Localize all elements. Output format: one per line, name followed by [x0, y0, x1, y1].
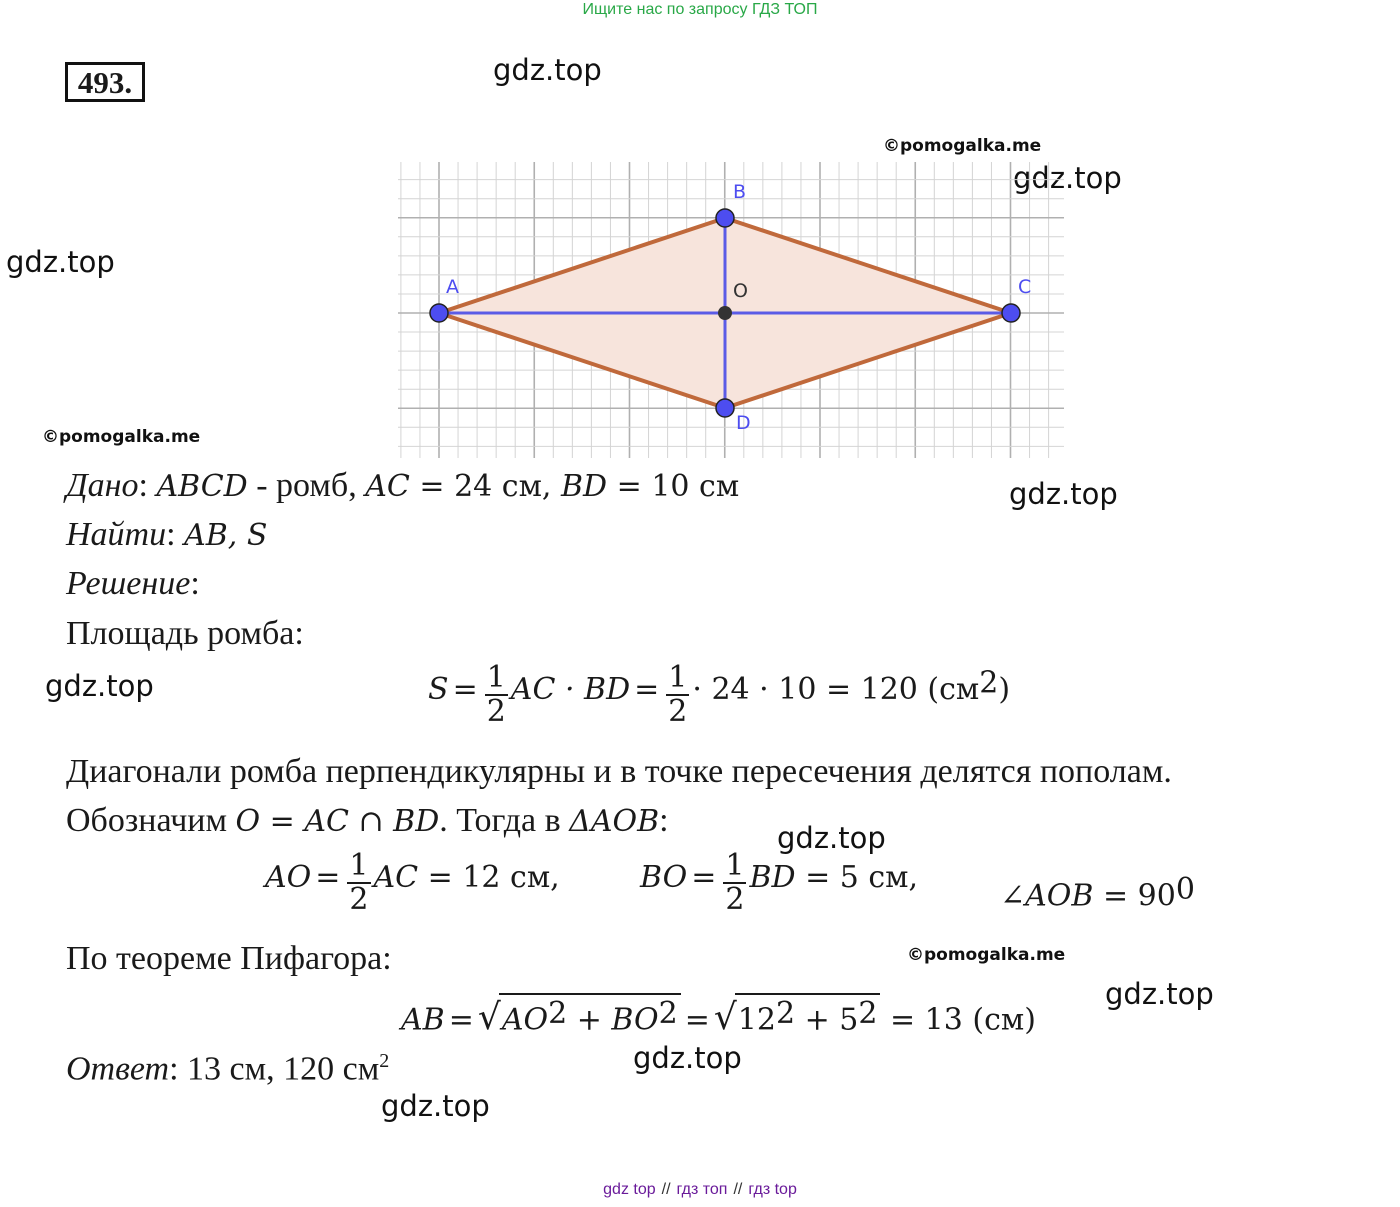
rhombus-figure	[396, 160, 1066, 460]
watermark: gdz.top	[777, 821, 886, 855]
problem-number: 493.	[65, 62, 145, 102]
point-b	[716, 209, 734, 227]
given-label: Дано	[66, 467, 139, 504]
given-line: Дано: ABCD - ромб, AC = 24 см, BD = 10 см	[66, 467, 740, 504]
pythagoras-heading: По теореме Пифагора:	[66, 940, 392, 977]
copyright: ©pomogalka.me	[907, 945, 1066, 965]
label-c: C	[1018, 276, 1032, 298]
watermark: gdz.top	[381, 1089, 490, 1123]
point-c	[1002, 304, 1020, 322]
footer-link[interactable]: гдз топ	[676, 1181, 728, 1198]
point-d	[716, 399, 734, 417]
area-formula: S = $\frac{1}{2}$ AC · BD = $\frac{1}{2}$ · 24 · 10 = 120 $(см^2)$	[428, 660, 1011, 730]
area-heading: Площадь ромба:	[66, 615, 304, 652]
footer-link[interactable]: гдз top	[748, 1181, 797, 1198]
angle-formula: ∠AOB = $90^0$	[1000, 872, 1195, 914]
watermark: gdz.top	[6, 245, 115, 279]
label-a: A	[446, 276, 459, 298]
footer-links: gdz top // гдз топ // гдз top	[603, 1181, 797, 1198]
copyright: ©pomogalka.me	[883, 136, 1042, 156]
diagonals-text: Диагонали ромба перпендикулярны и в точке пересечения делятся пополам.	[66, 753, 1172, 790]
ao-formula: AO = $\frac{1}{2}$ AC = 12 см,	[265, 848, 560, 918]
bo-formula: BO = $\frac{1}{2}$ BD = 5 см,	[640, 848, 919, 918]
copyright: ©pomogalka.me	[42, 427, 201, 447]
watermark: gdz.top	[45, 669, 154, 703]
find-line: Найти: AB, S	[66, 516, 268, 553]
label-b: B	[733, 181, 747, 203]
watermark: gdz.top	[493, 53, 602, 87]
ab-formula: AB = $√AO^2 + BO^2 = √12^2 + 5^2 = 13$ (см)	[401, 993, 1036, 1039]
label-o: O	[733, 280, 748, 302]
watermark: gdz.top	[1009, 477, 1118, 511]
watermark: gdz.top	[1013, 161, 1122, 195]
point-a	[430, 304, 448, 322]
answer-line: Ответ: 13 см, 120 $см^2$	[66, 1050, 390, 1088]
denote-line: Обозначим O = AC ∩ BD. Тогда в ΔAOB:	[66, 802, 669, 839]
solution-heading: Решение:	[66, 565, 200, 602]
watermark: gdz.top	[633, 1041, 742, 1075]
watermark: gdz.top	[1105, 977, 1214, 1011]
label-d: D	[736, 412, 751, 434]
point-o	[718, 306, 732, 320]
footer-link[interactable]: gdz top	[603, 1181, 656, 1198]
top-banner: Ищите нас по запросу ГДЗ ТОП	[582, 1, 818, 18]
